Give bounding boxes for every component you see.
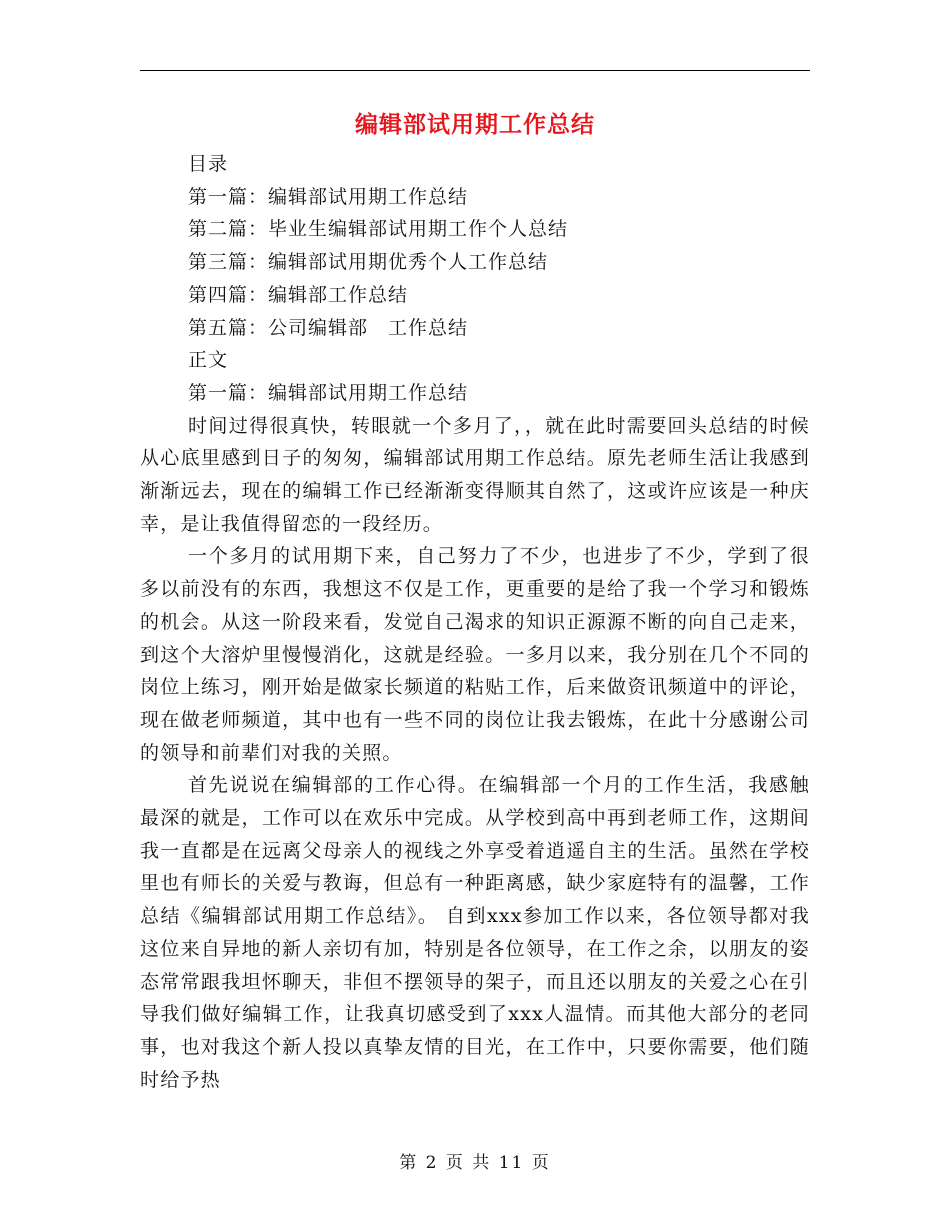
toc-heading: 目录 [188,153,229,175]
body-heading: 正文 [188,349,229,372]
paragraph-1: 时间过得很真快，转眼就一个多月了，，就在此时需要回头总结的时候从心底里感到日子的匆匆，编辑部试用期工作总结。原先老师生活让我感到渐渐远去，现在的编辑工作已经渐渐变得顺其自然了，这或许应该是一种庆幸，是让我值得留恋的一段经历。 [140,414,810,535]
toc-item-5: 第五篇：公司编辑部 工作总结 [188,316,469,339]
document-title: 编辑部试用期工作总结 [355,112,595,138]
paragraph-3: 首先说说在编辑部的工作心得。在编辑部一个月的工作生活，我感触最深的就是，工作可以在欢乐中完成。从学校到高中再到老师工作，这期间我一直都是在远离父母亲人的视线之外享受着逍遥自主的生活。虽然在学校里也有师长的关爱与教诲，但总有一种距离感，缺少家庭特有的温馨，工作总结《编辑部试用期工作总结》。 自到xxx参加工作以来，各位领导都对我这位来自异地的新人亲切有加，特别是各位领导，在工作之余，以朋友的姿态常常跟我坦怀聊天，非但不摆领导的架子，而且还以朋友的关爱之心在引导我们做好编辑工作，让我真切感受到了xxx人温情。而其他大部分的老同事，也对我这个新人投以真挚友情的目光，在工作中，只要你需要，他们随时给予热 [140,774,810,1091]
paragraph-2: 一个多月的试用期下来，自己努力了不少，也进步了不少，学到了很多以前没有的东西，我想这不仅是工作，更重要的是给了我一个学习和锻炼的机会。从这一阶段来看，发觉自己渴求的知识正源源不断的向自己走来，到这个大溶炉里慢慢消化，这就是经验。一多月以来，我分别在几个不同的岗位上练习，刚开始是做家长频道的粘贴工作，后来做资讯频道中的评论，现在做老师频道，其中也有一些不同的岗位让我去锻炼，在此十分感谢公司的领导和前辈们对我的关照。 [140,545,810,764]
toc-item-2: 第二篇：毕业生编辑部试用期工作个人总结 [188,218,569,241]
header-rule [140,70,810,71]
toc-item-1: 第一篇：编辑部试用期工作总结 [188,185,469,208]
section-heading: 第一篇：编辑部试用期工作总结 [188,381,469,404]
toc-item-3: 第三篇：编辑部试用期优秀个人工作总结 [188,251,549,274]
toc-item-4: 第四篇：编辑部工作总结 [188,283,409,306]
page-footer: 第 2 页 共 11 页 [399,1153,551,1173]
document-body [140,148,810,1096]
